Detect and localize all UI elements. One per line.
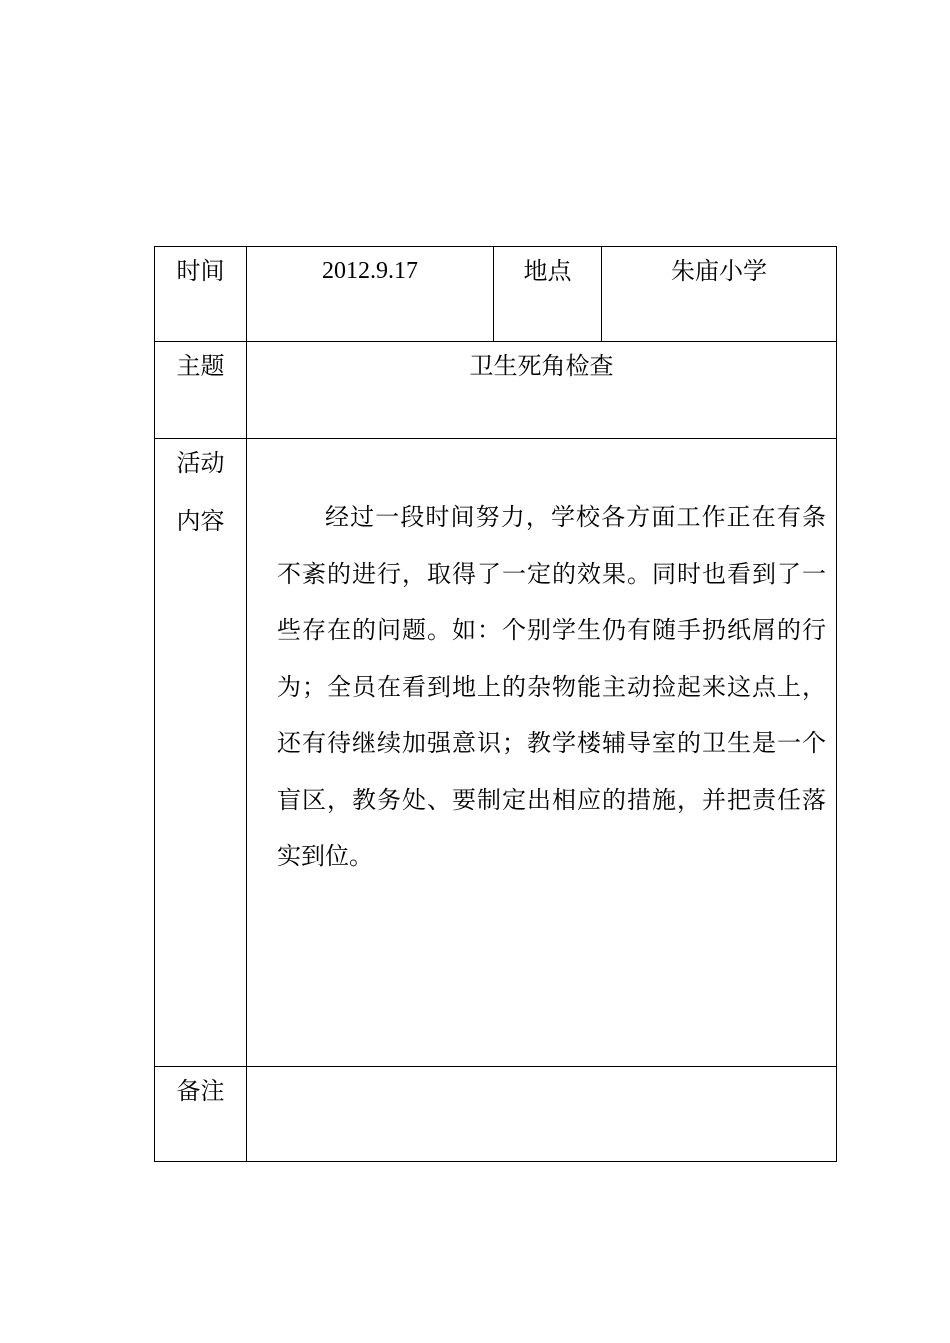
- topic-value: 卫生死角检查: [247, 342, 837, 439]
- activity-content-row: [155, 439, 837, 1067]
- place-label: 地点: [494, 247, 602, 342]
- place-value: 朱庙小学: [602, 247, 837, 342]
- time-label: 时间: [155, 247, 247, 342]
- activity-label-line2: 内容: [176, 507, 225, 535]
- activity-label: [155, 422, 246, 550]
- topic-row: [155, 342, 837, 439]
- time-place-row: [155, 247, 837, 342]
- topic-label: 主题: [155, 342, 247, 439]
- remarks-label: 备注: [155, 1067, 247, 1162]
- remarks-value: [247, 1067, 837, 1162]
- time-value: 2012.9.17: [247, 247, 494, 342]
- activity-label-cell: [155, 439, 247, 1067]
- remarks-row: [155, 1067, 837, 1162]
- activity-content-cell: [247, 439, 837, 1067]
- activity-label-line1: 活动: [176, 449, 225, 477]
- activity-record-table: [154, 246, 837, 1162]
- activity-content: 经过一段时间努力，学校各方面工作正在有条不紊的进行，取得了一定的效果。同时也看到了一些存在的问题。如：个别学生仍有随手扔纸屑的行为；全员在看到地上的杂物能主动捡起来这点上，还有待继续加强意识；教学楼辅导室的卫生是一个盲区，教务处、要制定出相应的措施，并把责任落实到位。: [277, 503, 826, 870]
